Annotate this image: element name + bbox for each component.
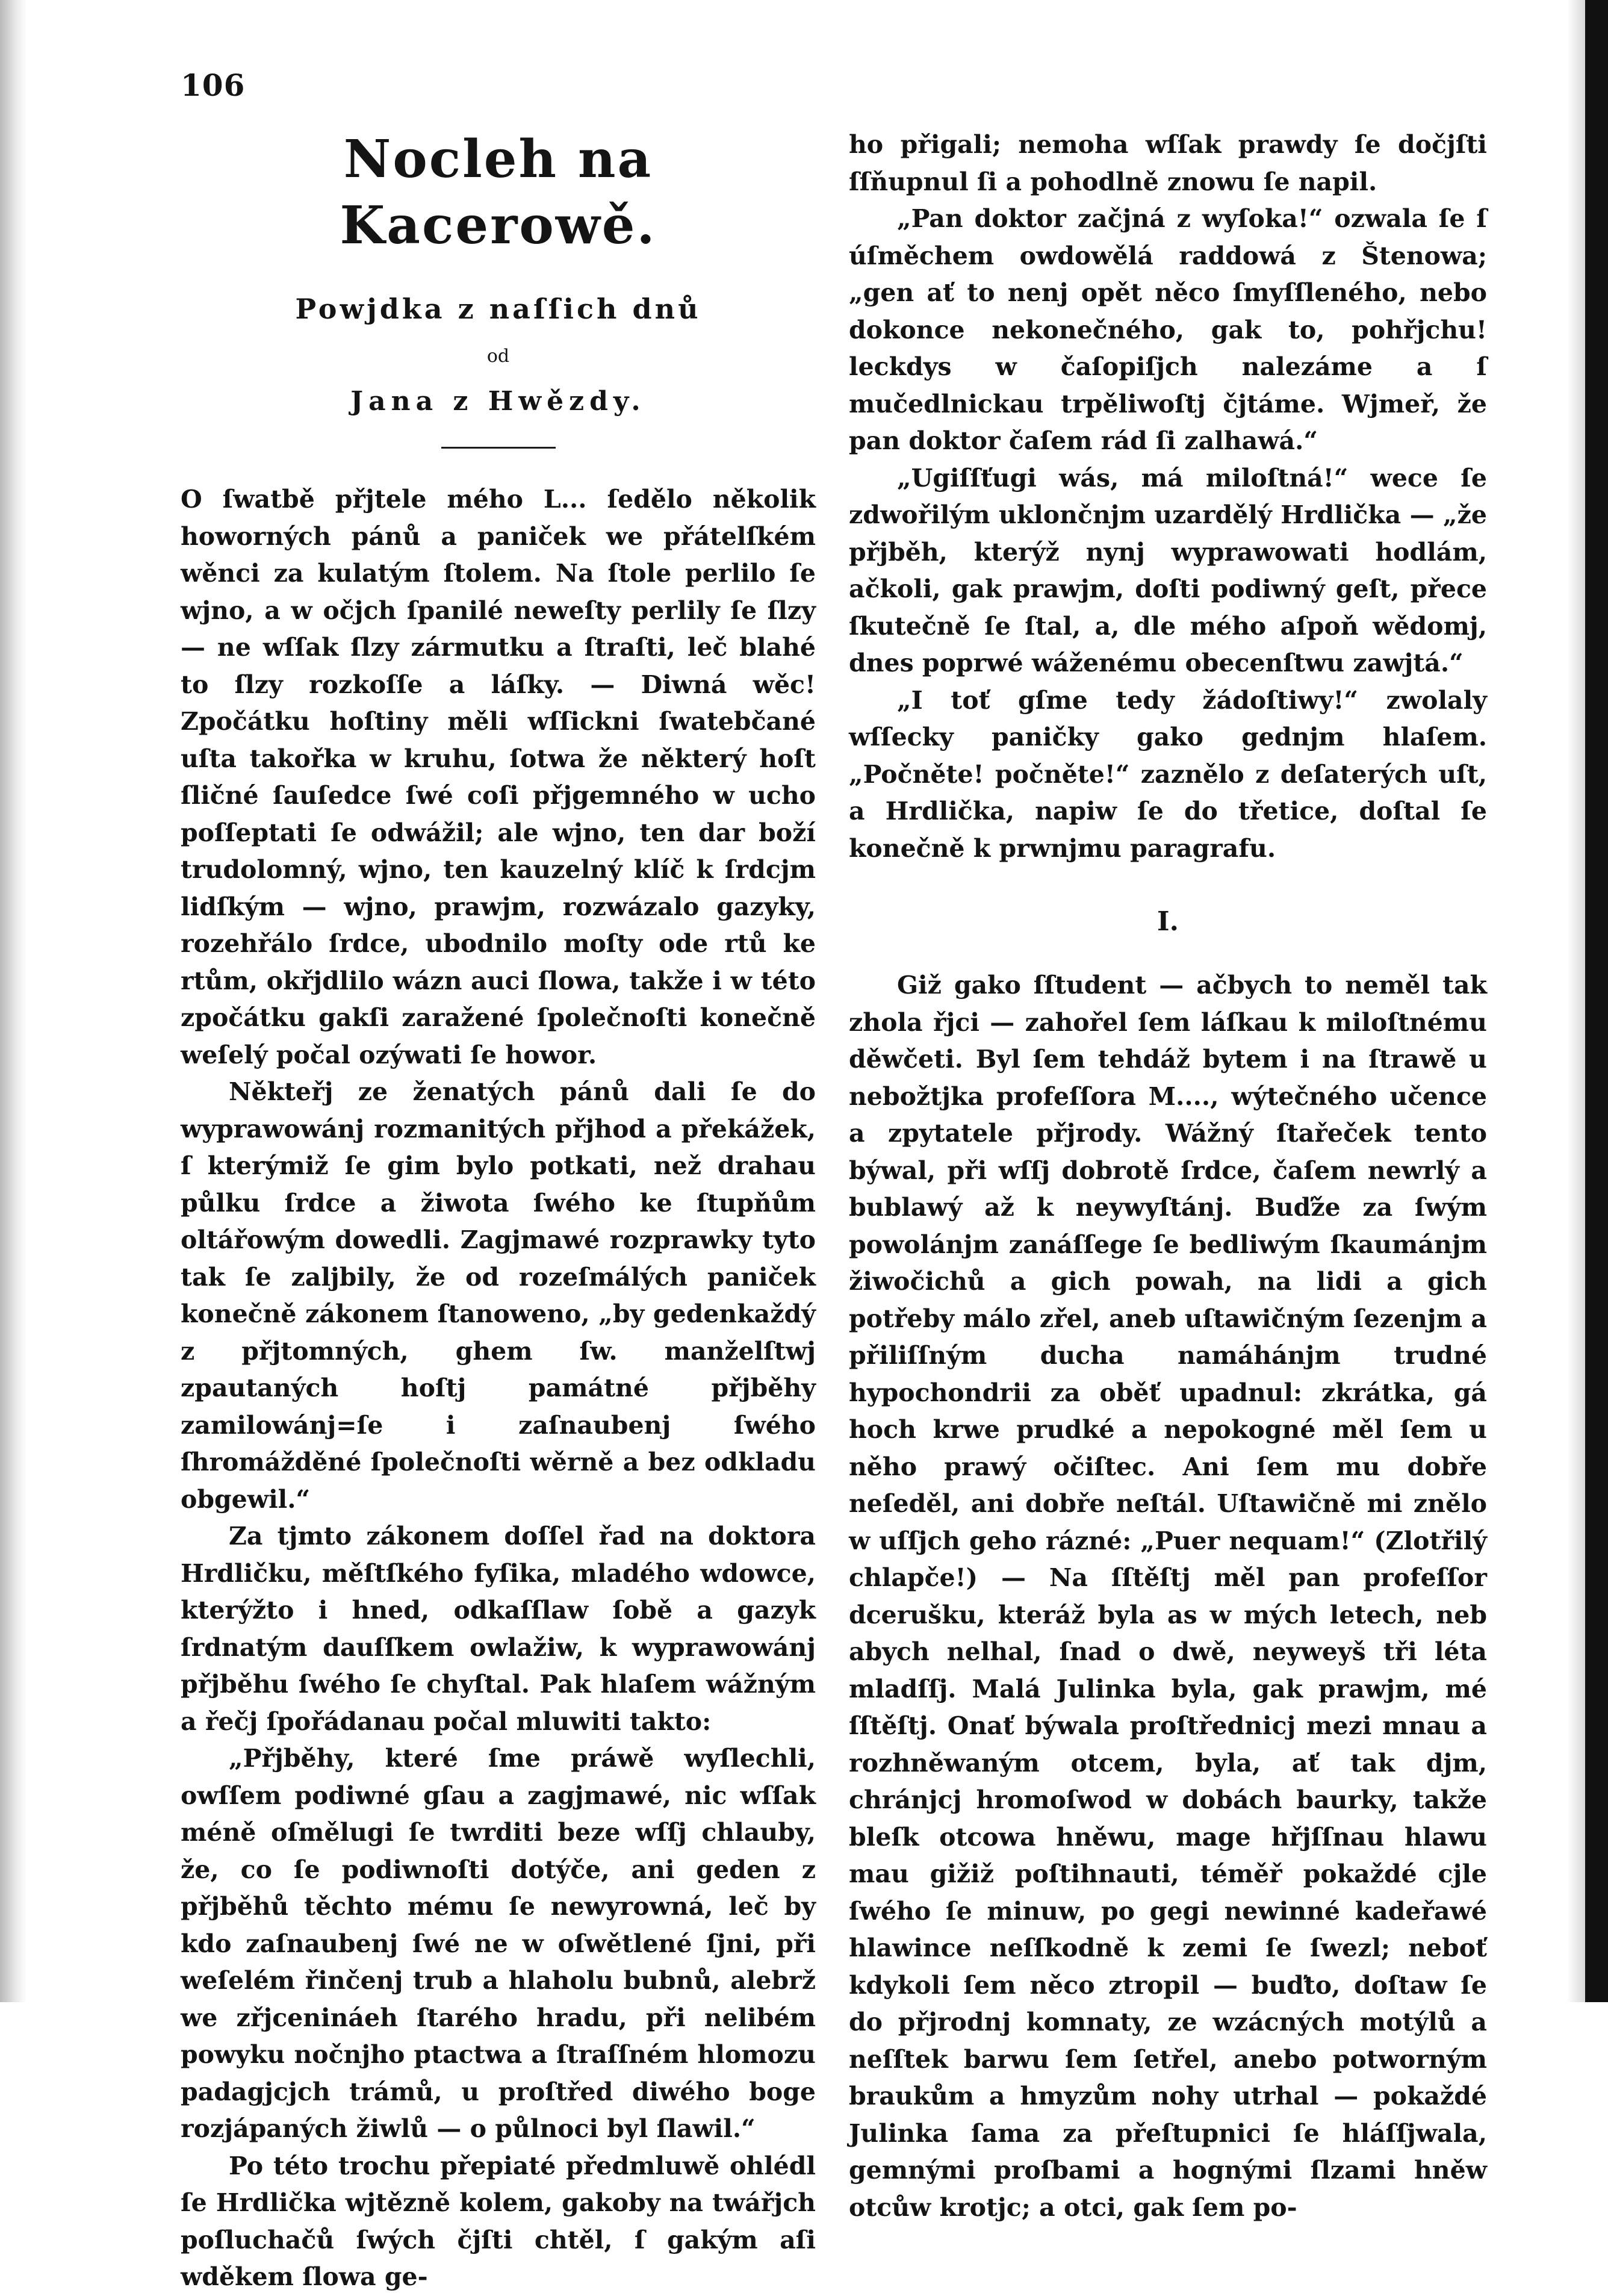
right-paragraph-3: „Ugiſſťugi wás, má miloſtná!“ wece ſe zdwořilým uklončnjm uzardělý Hrdlička — „že přjběh, kterýž nynj wyprawowati hodlám, ačkoli, gak prawjm, doſti podiwný geſt, přece ſkutečně ſe ſtal, a, dle mého aſpoň wědomj, dnes poprwé wáženému obecenſtwu zawjtá.“ [849, 463, 1487, 677]
right-paragraph-5: Giž gako ſſtudent — ačbych to neměl tak zhola řjci — zahořel ſem láſkau k miloſtnému děwčeti. Byl ſem tehdáž bytem i na ſtrawě u nebožtjka profeſſora M...., wýtečného učence a zpytatele přjrody. Wážný ſtařeček tento býwal, při wſſj dobrotě ſrdce, čaſem newrlý a bublawý až k neywyſtánj. Buďže za ſwým powolánjm zanáſſege ſe bedliwým ſkaumánjm žiwočichů a gich powah, na lidi a gich potřeby málo zřel, aneb uſtawičným ſezenjm a přiliſſným ducha namáhánjm trudné hypochondrii za oběť upadnul: zkrátka, gá hoch krwe prudké a nepokogné měl ſem u něho prawý očiſtec. Ani ſem mu dobře neſeděl, ani dobře neſtál. Uſtawičně mi znělo w uſſjch geho rázné: „Puer nequam!“ (Zlotřilý chlapče!) — Na ſſtěſtj měl pan profeſſor dcerušku, kteráž byla as w mých letech, neb abych nelhal, ſnad o dwě, neyweyš tři léta mladſſj. Malá Julinka byla, gak prawjm, mé ſſtěſtj. Onať býwala proſtřednicj mezi mnau a rozhněwaným otcem, byla, ať tak djm, chránjcj hromoſwod w dobách baurky, takže bleſk otcowa hněwu, mage hřjſſnau hlawu mau gižiž poſtihnauti, téměř pokaždé cjle ſwého ſe minuw, po gegi newinné kadeřawé hlawince neſſkodně k zemi ſe ſwezl; neboť kdykoli ſem něco ztropil — buďto, doſtaw ſe do přjrodnj komnaty, ze wzácných motýlů a neſſtek barwu ſem ſetřel, anebo potworným braukům a hmyzům nohy utrhal — pokaždé Julinka ſama za přeſtupnici ſe hláſſjwala, gemnými proſbami a hognými ſlzami hněw otcůw krotjc; a otci, gak ſem po- [849, 971, 1487, 2222]
left-paragraph-2: Někteřj ze ženatých pánů dali ſe do wyprawowánj rozmanitých přjhod a překážek, ſ kterýmiž ſe gim bylo potkati, než drahau půlku ſrdce a žiwota ſwého ke ſtupňům oltářowým dowedli. Zagjmawé rozprawky tyto tak ſe zaljbily, že od rozeſmálých paniček konečně zákonem ſtanoweno, „by gedenkaždý z přjtomných, ghem ſw. manželſtwj zpautaných hoſtj památné přjběhy zamilowánj=ſe i zaſnaubenj ſwého ſhromážděné ſpolečnoſti wěrně a bez odkladu obgewil.“ [181, 1077, 816, 1514]
page-right-fold [1567, 0, 1585, 2002]
right-paragraph-1: ho přigali; nemoha wſſak prawdy ſe dočjſti ſſňupnul ſi a pohodlně znowu ſe napil. [849, 130, 1487, 196]
left-paragraph-1: O ſwatbě přjtele mého L... ſedělo několik howorných pánů a paniček we přátelſkém wěnci za kulatým ſtolem. Na ſtole perlilo ſe wjno, a w očjch ſpanilé neweſty perlily ſe ſlzy — ne wſſak ſlzy zármutku a ſtraſti, leč blahé to ſlzy rozkoſſe a láſky. — Diwná wěc! Zpočátku hoſtiny měli wſſickni ſwatebčané uſta takořka w kruhu, ſotwa že některý hoſt ſličné ſauſedce ſwé coſi přjgemného w ucho poſſeptati ſe odwážil; ale wjno, ten dar boží trudolomný, wjno, ten kauzelný klíč k ſrdcjm lidſkým — wjno, prawjm, rozwázalo gazyky, rozehřálo ſrdce, ubodnilo moſty ode rtů ke rtům, okřjdlilo wázn auci ſlowa, takže i w této zpočátku gakſi zaražené ſpolečnoſti konečně weſelý počal ozýwati ſe howor. [181, 485, 816, 1069]
scan-right-border [1585, 0, 1608, 2002]
byline-prefix: od [486, 346, 510, 367]
right-paragraph-2: „Pan doktor začjná z wyſoka!“ ozwala ſe ſ úſměchem owdowělá raddowá z Štenowa; „gen ať to nenj opět něco ſmyſſleného, nebo dokonce nekonečného, gak to, pohřjchu! leckdys w čaſopiſjch nalezáme a ſ mučedlnickau trpěliwoſtj čjtáme. Wjmeř, že pan doktor čaſem rád ſi zalhawá.“ [849, 204, 1487, 455]
right-paragraph-4: „I toť gſme tedy žádoſtiwy!“ zwolaly wſſecky paničky gako gednjm hlaſem. „Počněte! počněte!“ zaznělo z deſaterých uſt, a Hrdlička, napiw ſe do třetice, doſtal ſe konečně k prwnjmu paragrafu. [849, 685, 1487, 863]
section-heading: I. [1157, 906, 1179, 937]
page-number: 106 [181, 67, 246, 103]
article-subtitle: Powjdka z naſſich dnů [295, 293, 701, 325]
left-paragraph-3: Za tjmto zákonem doſſel řad na doktora Hrdličku, měſtſkého fyſika, mladého wdowce, kterýžto i hned, odkaſſlaw ſobě a gazyk ſrdnatým dauſſkem owlažiw, k wyprawowánj přjběhu ſwého ſe chyſtal. Pak hlaſem wážným a řečj ſpořádanau počal mluwiti takto: [181, 1522, 816, 1736]
right-column [849, 126, 1487, 2226]
left-column [181, 126, 816, 2296]
left-paragraph-5: Po této trochu přepiaté předmluwě ohlédl ſe Hrdlička wjtězně kolem, gakoby na twářjch poſluchačů ſwých čjſti chtěl, ſ gakým aſi wděkem ſlowa ge- [181, 2151, 816, 2291]
article-author: Jana z Hwězdy. [350, 386, 646, 417]
page-left-edge-shadow [0, 0, 26, 2002]
title-divider [441, 447, 556, 449]
left-paragraph-4: „Přjběhy, které ſme práwě wyſlechli, owſſem podiwné gſau a zagjmawé, nic wſſak méně oſmělugi ſe twrditi beze wſſj chlauby, že, co ſe podiwnoſti dotýče, ani geden z přjběhů těchto mému ſe newyrowná, leč by kdo zaſnaubenj ſwé ne w oſwětlené ſjni, při weſelém řinčenj trub a hlaholu bubnů, alebrž we zřjcenináeh ſtarého hradu, při nelibém powyku nočnjho ptactwa a ſtraſſném hlomozu padagjcjch trámů, u proſtřed diwého boge rozjápaných žiwlů — o půlnoci byl ſlawil.“ [181, 1744, 816, 2143]
article-title: Nocleh na Kacerowě. [340, 129, 657, 256]
